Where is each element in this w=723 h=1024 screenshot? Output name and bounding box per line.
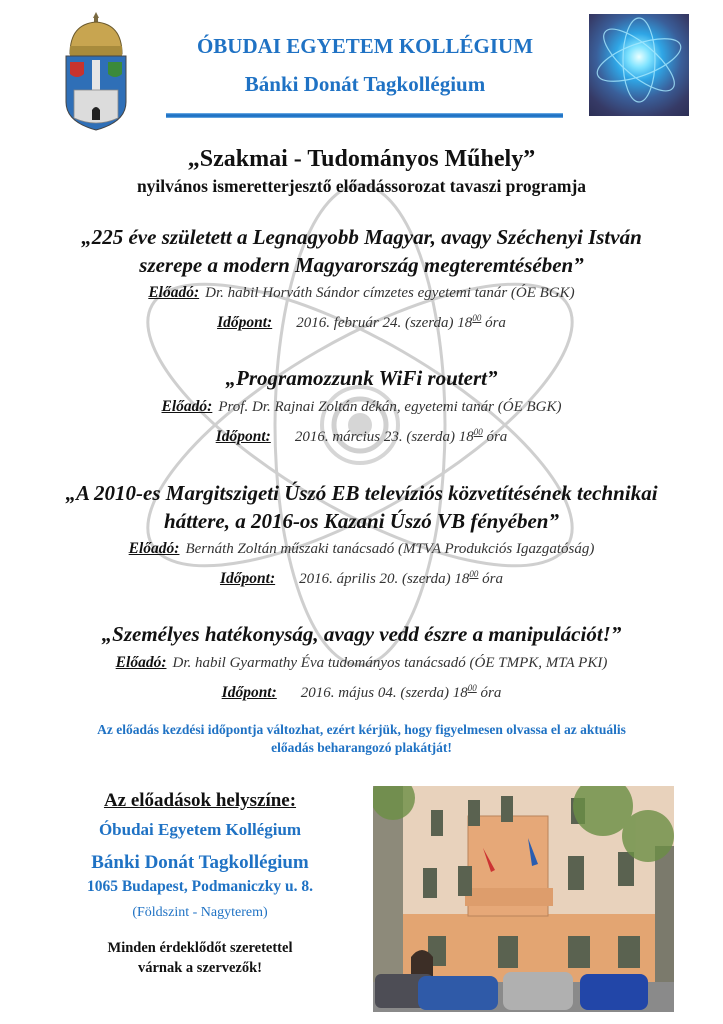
event-4-time-row: [0, 683, 723, 702]
event-1-speaker: Dr. habil Horváth Sándor címzetes egyetemi tanár (ÓE BGK): [205, 285, 575, 301]
time-label: Időpont:: [220, 570, 276, 587]
event-2-date: 2016. március 23. (szerda) 18: [294, 429, 474, 445]
event-3-date: 2016. április 20. (szerda) 18: [299, 571, 470, 587]
event-1-title-line1: „225 éve született a Legnagyobb Magyar, avagy Széchenyi István: [81, 225, 642, 249]
event-4-title: „Személyes hatékonyság, avagy vedd észre a manipulációt!”: [101, 622, 622, 646]
event-4-date: 2016. május 04. (szerda) 18: [300, 685, 468, 701]
time-label: Időpont:: [215, 428, 271, 445]
minutes-sup: 00: [472, 313, 482, 323]
time-label: Időpont:: [217, 314, 273, 331]
series-title: „Szakmai - Tudományos Műhely”: [187, 146, 536, 172]
header-divider: [166, 113, 563, 118]
brain-image: [589, 14, 689, 116]
notice-line1: Az előadás kezdési időpontja változhat, ezért kérjük, hogy figyelmesen olvassa el az aktuális: [97, 722, 626, 737]
time-suffix: óra: [482, 571, 503, 587]
event-3-speaker: Bernáth Zoltán műszaki tanácsadó (MTVA Produkciós Igazgatóság): [185, 541, 595, 557]
building-photo: [373, 786, 674, 1012]
series-subtitle: nyilvános ismeretterjesztő előadássorozat tavaszi programja: [136, 176, 587, 196]
event-3-speaker-row: [0, 540, 723, 558]
invite-line2: várnak a szervezők!: [137, 960, 263, 976]
institution-title: ÓBUDAI EGYETEM KOLLÉGIUM: [196, 34, 534, 58]
event-4-speaker: Dr. habil Gyarmathy Éva tudományos tanácsadó (ÓE TMPK, MTA PKI): [172, 655, 608, 671]
subunit-title: Bánki Donát Tagkollégium: [244, 72, 486, 96]
venue-address: 1065 Budapest, Podmaniczky u. 8.: [86, 878, 314, 895]
event-4-speaker-row: [0, 654, 723, 672]
minutes-sup: 00: [469, 569, 479, 579]
notice-line2: előadás beharangozó plakátját!: [271, 740, 452, 755]
event-3-time-row: [0, 569, 723, 588]
event-2-title: „Programozzunk WiFi routert”: [225, 366, 498, 390]
event-3-title-line1: „A 2010-es Margitszigeti Úszó EB televíziós közvetítésének technikai: [65, 481, 658, 505]
speaker-label: Előadó:: [115, 654, 167, 671]
event-2-speaker: Prof. Dr. Rajnai Zoltán dékán, egyetemi tanár (ÓE BGK): [218, 399, 562, 415]
venue-room: (Földszint - Nagyterem): [132, 905, 268, 920]
event-3-title-line2: háttere, a 2016-os Kazani Úszó VB fényében”: [164, 509, 559, 533]
time-label: Időpont:: [221, 684, 277, 701]
minutes-sup: 00: [467, 683, 477, 693]
coat-of-arms-icon: [62, 10, 130, 132]
venue-name1: Óbudai Egyetem Kollégium: [98, 820, 302, 839]
speaker-label: Előadó:: [161, 398, 213, 415]
time-suffix: óra: [480, 685, 502, 701]
event-2-speaker-row: [0, 398, 723, 416]
speaker-label: Előadó:: [148, 284, 200, 301]
event-1-title-line2: szerepe a modern Magyarország megteremtésében”: [139, 253, 584, 277]
event-1-date: 2016. február 24. (szerda) 18: [296, 315, 473, 331]
minutes-sup: 00: [473, 427, 483, 437]
event-1-time-row: [0, 313, 723, 332]
event-1-speaker-row: [0, 284, 723, 302]
time-suffix: óra: [485, 315, 506, 331]
venue-heading: Az előadások helyszíne:: [103, 790, 297, 811]
event-2-time-row: [0, 427, 723, 446]
invite-line1: Minden érdeklődőt szeretettel: [107, 940, 293, 956]
speaker-label: Előadó:: [128, 540, 180, 557]
venue-name2: Bánki Donát Tagkollégium: [91, 852, 309, 873]
time-suffix: óra: [486, 429, 508, 445]
